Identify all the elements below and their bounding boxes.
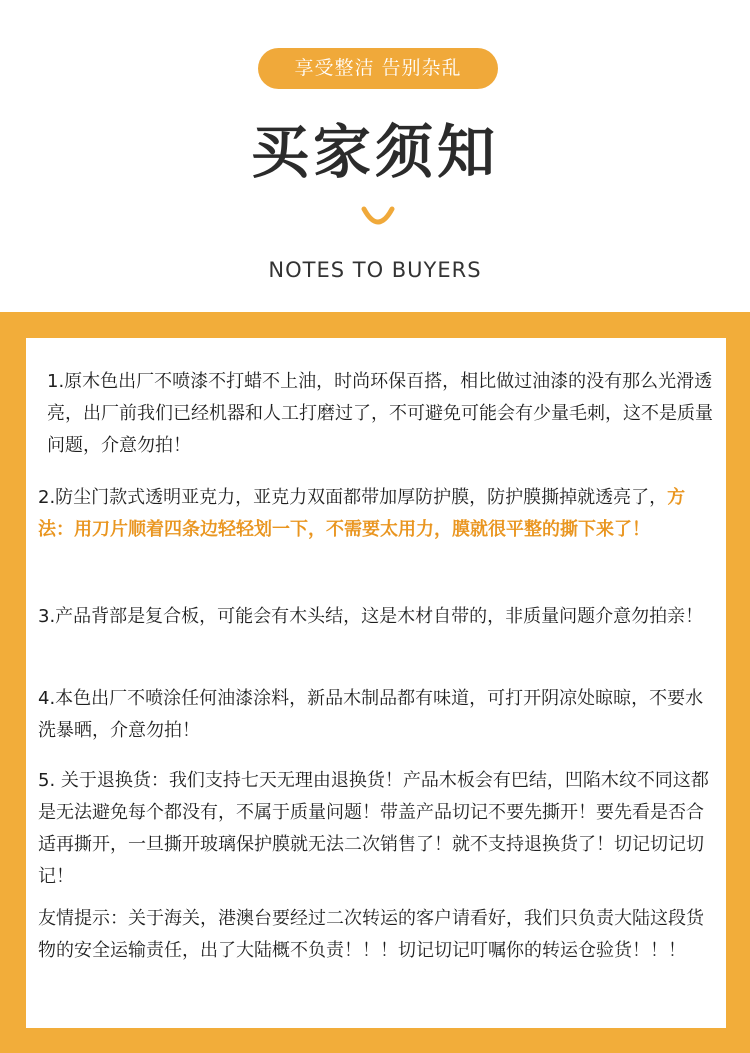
header-section (0, 0, 750, 312)
note-text: 4.本色出厂不喷涂任何油漆涂料，新品木制品都有味道，可打开阴凉处晾晾，不要水洗暴晒，介意勿拍！ (38, 688, 704, 741)
note-item (38, 683, 718, 747)
page-title: 买家须知 (250, 118, 499, 186)
note-text: 5. 关于退换货：我们支持七天无理由退换货！产品木板会有巴结，凹陷木纹不同这都是无法避免每个都没有，不属于质量问题！带盖产品切记不要先撕开！要先看是否合适再撕开，一旦撕开玻璃保护膜就无法二次销售了！就不支持退换货了！切记切记切记！ (38, 770, 709, 887)
note-text: 2.防尘门款式透明亚克力，亚克力双面都带加厚防护膜，防护膜撕掉就透亮了， (38, 487, 668, 508)
note-item (47, 366, 717, 462)
note-item (38, 482, 718, 546)
note-text: 友情提示：关于海关，港澳台要经过二次转运的客户请看好，我们只负责大陆这段货物的安全运输责任，出了大陆概不负责！！！切记切记叮嘱你的转运仓验货！！！ (38, 908, 704, 961)
note-item (38, 765, 718, 893)
page-subtitle: NOTES TO BUYERS (268, 258, 482, 282)
smile-curve-icon (360, 205, 396, 231)
note-text: 1.原木色出厂不喷漆不打蜡不上油，时尚环保百搭，相比做过油漆的没有那么光滑透亮，出厂前我们已经机器和人工打磨过了，不可避免可能会有少量毛刺，这不是质量问题，介意勿拍！ (47, 371, 713, 456)
note-text: 3.产品背部是复合板，可能会有木头结，这是木材自带的，非质量问题介意勿拍亲！ (38, 606, 704, 627)
note-item (38, 601, 718, 633)
note-highlight: 方法：用刀片顺着四条边轻轻划一下，不需要太用力，膜就很平整的撕下来了！ (38, 487, 686, 540)
slogan-badge: 享受整洁 告别杂乱 (258, 48, 498, 89)
note-item-tip (38, 903, 718, 967)
